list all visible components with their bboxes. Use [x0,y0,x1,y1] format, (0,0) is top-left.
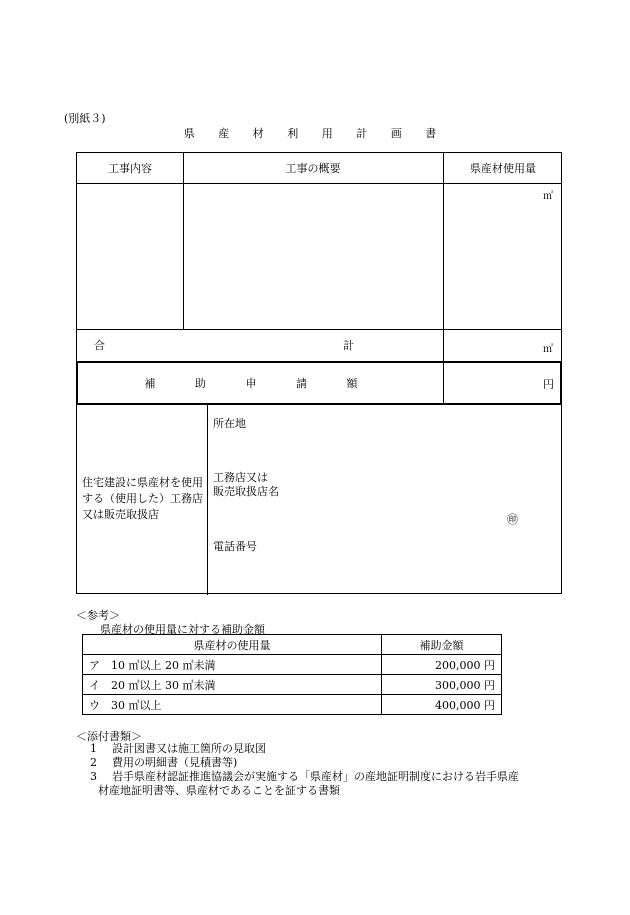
address-label: 所在地 [213,417,246,430]
unit-m3-total: ㎥ [543,344,553,355]
plan-form [76,152,562,594]
amount-cell: 400,000 円 [382,695,502,715]
header-work-summary: 工事の概要 [285,162,341,175]
table-row [83,675,502,695]
amount-cell: 300,000 円 [382,675,502,695]
reference-subheading: 県産材の使用量に対する補助金額 [100,623,265,636]
list-item: 3 岩手県産材認証推進協議会が実施する「県産材」の産地証明制度における岩手県産 [90,770,519,783]
list-item: 1 設計図書又は施工箇所の見取図 [90,742,266,755]
unit-m3-body: ㎥ [543,191,553,202]
header-usage-amount: 県産材使用量 [470,162,536,175]
table-row [83,695,502,715]
reference-heading: ＜参考＞ [76,609,120,622]
store-name-label: 工務店又は 販売取扱店名 [213,471,279,498]
attachments-list [90,742,570,798]
list-item: 2 費用の明細書（見積書等) [90,756,238,769]
document-title: 県 産 材 利 用 計 画 書 [183,127,447,140]
col-usage: 県産材の使用量 [83,635,382,655]
col-amount: 補助金額 [382,635,502,655]
amount-cell: 200,000 円 [382,655,502,675]
usage-cell: ア 10 ㎥以上 20 ㎥未満 [83,655,382,675]
list-item-continued: 材産地証明書等、県産材であることを証する書類 [98,784,340,797]
table-row [83,655,502,675]
builder-label: 住宅建設に県産材を使用する（使用した）工務店又は販売取扱店 [82,476,203,521]
attachments-heading: ＜添付書類＞ [76,730,142,743]
attachment-number: (別紙３) [64,112,106,125]
subsidy-table [82,634,502,715]
table-header-row [83,635,502,655]
header-work-content: 工事内容 [108,162,152,175]
builder-divider [207,405,208,595]
seal-mark: ㊞ [507,513,518,526]
yen-unit: 円 [543,378,554,391]
subsidy-label: 補 助 申 請 額 [144,377,376,390]
header-divider [77,183,561,184]
usage-cell: ウ 30 ㎥以上 [83,695,382,715]
total-label: 合 計 [94,339,426,352]
usage-cell: イ 20 ㎥以上 30 ㎥未満 [83,675,382,695]
phone-label: 電話番号 [213,540,257,553]
